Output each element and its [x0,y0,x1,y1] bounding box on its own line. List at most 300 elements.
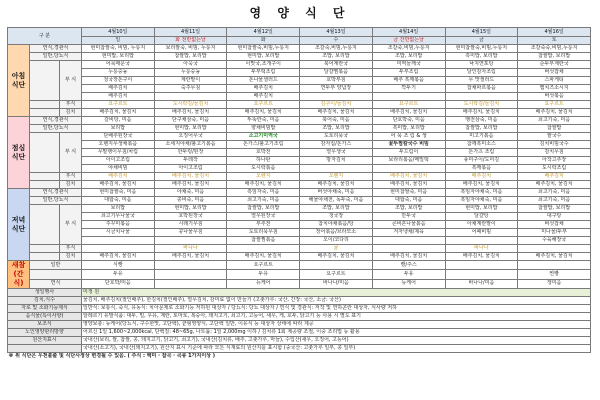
side-dish: 누룽숭늉 [154,69,227,77]
side-dish: 북어계란국 [300,61,373,69]
kimchi-cell: 배추김치, 물김치 [82,109,155,117]
menu-cell: 흑임자야채죽, 미음 [445,189,518,197]
menu-cell: 향채비빔밥 [227,125,300,133]
kimchi-cell: 배추김치, 물김치 [227,109,300,117]
side-dish: 콩나물무침 [154,229,227,237]
menu-cell: 단구채삼죽, 미음 [154,117,227,125]
side-dish: 오이/코다리 [300,237,373,245]
menu-cell: 야채죽, 미음 [154,189,227,197]
footer-row [8,321,591,329]
menu-cell: 콩비죽, 미음 [154,197,227,205]
menu-cell: 현미밥, 보리밥 [154,125,227,133]
dessert-cell: 요구르트 [518,101,591,109]
side-dish: 도토리묵무침 [227,229,300,237]
meal-row [8,189,591,197]
side-dish: 조밥, 보리밥 [372,205,445,213]
footer-label: 원산지표시 [8,337,82,345]
dessert-cell [227,245,300,253]
snack-label: 새참 (간식) [8,261,30,289]
header-row-weekdays [8,37,591,45]
weekday-header: 금 잔반없는날 [372,37,445,45]
menu-cell: 쇠고기죽, 미음 [518,197,591,205]
row-spacer [30,205,60,245]
menu-cell: 현미찹쌀죽, 미음 [372,189,445,197]
kimchi-cell: 배추김치, 물김치 [82,253,155,261]
kimchi-label: 김치 [60,109,82,117]
side-dish: 콘비흔나물볶음 [372,221,445,229]
side-dish: 현미밥, 보리밥 [154,205,227,213]
dessert-cell: 오렌지 [300,173,373,181]
side-dish: 시래기무침 [154,221,227,229]
menu-cell: 쇠고기죽, 미음 [227,197,300,205]
footer-label: 생일행사 [8,289,82,297]
snack-cell [518,261,591,270]
footer-label: 음식물(특이사항) [8,313,82,321]
snack-cell [154,279,227,288]
side-dish: 미역들깨국 [372,61,445,69]
menu-cell: 찹쌀밥 [518,125,591,133]
side-dish: 달걀탕 [445,213,518,221]
snack-cell: 바나나/미음 [300,279,373,288]
meal-row [8,197,591,205]
row-spacer [30,245,60,253]
kimchi-cell: 배추김치, 물김치 [445,109,518,117]
side-dish: 두레작 [154,157,227,165]
snack-cell: 바나나/미음 [445,279,518,288]
menu-cell: 쇠고기죽, 미음 [518,189,591,197]
side-row [8,157,591,165]
dessert-label: 후식 [60,245,82,253]
side-dish: 오렌지무생채볶음 [82,141,155,149]
menu-cell: 현미밥, 보리밥 [82,53,155,61]
footer-text: 영양보충: 뉴케어(당뇨식, 구수한맛, 고단백), 균형영양식, 고단백 일반, 이유식 등 대상자 상태에 따라 제공 [82,321,591,329]
footer-text: 미정 원 [82,289,591,297]
dessert-cell: 오렌지 [227,173,300,181]
day-header: 4월11일 [154,28,227,37]
weekday-header: 토 [518,37,591,45]
footer-label [8,345,82,353]
side-dish [154,237,227,245]
row-spacer [30,173,60,181]
side-label: 부 식 [60,61,82,101]
meal-row [8,45,591,53]
menu-cell: 북어죽, 미음 [300,117,373,125]
row-label: 연식 [30,279,82,288]
side-dish: 배추김치 [227,85,300,93]
menu-cell: 흑임자죽, 미음 [227,189,300,197]
kimchi-cell: 배추김치, 물김치 [300,253,373,261]
side-dish: 누룽숭늉 [82,69,155,77]
side-dish: 아욱국 [154,61,227,69]
side-dish: 청국장 [300,213,373,221]
side-dish: 한두렁/된장 [154,149,227,157]
menu-cell: 대합죽, 미음 [372,197,445,205]
kimchi-label: 김치 [60,181,82,189]
side-dish: 아이고조림 [154,165,227,173]
side-dish: 겨자냉채/제육 [372,229,445,237]
kimchi-cell: 배추김치, 물김치 [154,253,227,261]
kimchi-cell: 배추김치, 물김치 [518,109,591,117]
side-row [8,141,591,149]
side-dish: 버섯잡채 [518,221,591,229]
row-label: 일반,당뇨식 [30,197,82,205]
side-dish: 현미밥, 보리밥 [445,205,518,213]
side-dish [445,93,518,101]
side-dish: 이맛국,조개구이 [227,61,300,69]
day-header: 4월15일 [445,28,518,37]
row-label [30,270,82,279]
side-dish: 호박전 [227,149,300,157]
menu-cell: 찹쌀밥, 보리밥 [518,53,591,61]
dessert-cell: 배추김치 [445,173,518,181]
meal-row [8,53,591,61]
dessert-cell: 바나나 [154,245,227,253]
snack-cell: 두유 [82,270,155,279]
side-dish: 달인감자조림 [445,69,518,77]
dessert-cell: 도시락김/들김치 [154,101,227,109]
side-dish [372,165,445,173]
side-dish: 순두부계란국 [518,61,591,69]
side-dish: 아작고추장 [518,157,591,165]
footer-row [8,305,591,313]
dessert-cell: 배추김치, 물김치 [154,173,227,181]
footer-row [8,337,591,345]
dessert-cell: 배추김치 [518,173,591,181]
dessert-cell: 바나나 [445,245,518,253]
weekday-header: 금 [445,37,518,45]
kimchi-cell: 배추김치, 물김치 [445,181,518,189]
footnote: ※ 위 식단은 우천불출 및 식단사정상 변경될 수 있음. ( 주식 : 백미 · 잡곡 · 곡류 1가지이상 ) [8,353,591,361]
kimchi-cell: 배추김치, 물김치 [300,109,373,117]
side-dish: 부추전 [227,221,300,229]
side-dish: 만두국 [372,213,445,221]
snack-cell: 두유 [227,270,300,279]
meal-row [8,117,591,125]
footer-row [8,297,591,305]
side-dish: 어패비빔 [445,229,518,237]
side-dish: 두부조림 [372,69,445,77]
row-spacer [30,253,60,261]
side-row [8,205,591,213]
side-dish: 돈나물샐러드 [227,77,300,85]
side-dish: 찹쌀찜볶음 [227,237,300,245]
side-dish: 감자칩/돈가스 [300,141,373,149]
menu-cell: 조밥, 보리밥 [300,125,373,133]
weekday-header: 일 [82,37,155,45]
side-dish: 쇠고기무나물국 [82,213,155,221]
side-dish: 대구탕 [518,213,591,221]
row-label: 연식,경관식 [30,45,82,53]
footer-row [8,313,591,321]
side-dish: 방자김치 [300,157,373,165]
kimchi-cell: 배추김치, 물김치 [518,181,591,189]
side-dish: 어묵매운국 [82,61,155,69]
side-dish: 호박된장국 [154,213,227,221]
menu-cell: 뚜뚝란죽, 미음 [227,117,300,125]
side-dish: 하나판 [227,157,300,165]
side-dish: 아이고조림 [82,157,155,165]
side-dish: 어 묵 조 림 & 생 [372,133,445,141]
menu-cell: 흑미밥, 보리밥 [372,125,445,133]
row-spacer [30,61,60,101]
footer-label: 보조식 [8,321,82,329]
side-dish: 소고기미역국 [227,133,300,141]
row-label: 일반,당뇨식 [30,53,82,61]
side-dish: 흑깨볶음 [445,165,518,173]
menu-cell: 조밥, 보리밥 [300,53,373,61]
side-dish: 꽃뚜찜칼국수 비빔 [372,141,445,149]
row-label: 연식,경관식 [30,117,82,125]
side-dish: 깍두기 [372,85,445,93]
menu-cell: 현미찹쌀죽, 비빔, 누룽지 [82,45,155,53]
row-spacer [30,101,60,109]
snack-row [8,270,591,279]
side-row [8,165,591,173]
snack-cell: 뉴케어 [227,279,300,288]
menu-cell: 갈비탕, 미음 [82,117,155,125]
menu-table [7,27,591,360]
menu-cell: 흑미밥, 보리밥 [445,53,518,61]
row-label: 일반 [30,261,82,270]
side-row [8,133,591,141]
side-dish [82,237,155,245]
kimchi-cell: 배추김치, 물김치 [372,253,445,261]
side-row [8,213,591,221]
dessert-cell: 요구르트 [82,101,155,109]
row-spacer [30,181,60,189]
side-dish: 배추김치 [227,93,300,101]
kimchi-cell: 배추김치, 물김치 [82,181,155,189]
menu-cell: 버섯야채죽, 미음 [300,189,373,197]
side-dish [445,237,518,245]
side-dish: 단배추된장국 [82,133,155,141]
day-header: 4월13일 [300,28,373,37]
footnote-row [8,353,591,361]
gubun-header: 구 분 [8,28,82,45]
dessert-label: 후식 [60,101,82,109]
side-dish: 배추 흑깨볶음 [372,77,445,85]
side-dish: 스파게티 [518,77,591,85]
dessert-row [8,245,591,253]
side-dish [300,93,373,101]
side-dish: 열무생국 [300,149,373,157]
row-spacer [30,109,60,117]
menu-cell: 조밥, 보리밥 [372,53,445,61]
header-row-dates [8,28,591,37]
side-row [8,229,591,237]
side-dish [372,237,445,245]
snack-cell [300,261,373,270]
kimchi-label: 김치 [60,253,82,261]
side-dish [300,165,373,173]
side-dish: 버섯잡채 [518,69,591,77]
side-row [8,61,591,69]
side-label: 부 식 [60,205,82,245]
footer-row [8,329,591,337]
row-label: 연식,경관식 [30,189,82,197]
side-dish [154,93,227,101]
side-dish: 감치무침 [518,149,591,157]
side-dish: 야채비빔 [82,165,155,173]
snack-cell [154,270,227,279]
snack-cell: 뉴케어 [372,279,445,288]
footer-text: 일반식: 보통식, 죽식, 유동식: 치아문제로 소화기능 저하된 대상자 / 당뇨식: 당뇨 대상자 / 연식 및 경관식: 저작 및 연하곤란 대상자, 식사량 저하 [82,305,591,313]
menu-cell: 찹쌀밥, 보리밥 [154,53,227,61]
snack-cell [154,261,227,270]
side-dish: 풍미구이/도미김 [445,157,518,165]
dessert-row [8,173,591,181]
kimchi-cell: 배추김치, 물김치 [154,109,227,117]
side-dish: 햄치즈소시지 [518,85,591,93]
snack-cell [445,270,518,279]
menu-cell: 대합죽, 미음 [82,197,155,205]
menu-cell: 단호박죽, 미음 [372,117,445,125]
side-dish: 보리밥 [82,205,155,213]
dessert-cell [82,245,155,253]
side-dish: 돈가스/불고기조림 [227,141,300,149]
menu-cell: 현미찹쌀죽,비빔,누룽지 [445,45,518,53]
footer-text: 어르신 1일 1,600~2,000kcal, 단백질: 48~65g, 나트륨: 1일 2,000mg 이하 / 김치류 1회 제공량 조절, 이중 조리법 등 활용 [82,329,591,337]
snack-cell: 단호박/미음 [82,279,155,288]
snack-cell: 요구르트 [227,261,300,270]
menu-cell: 현미찹쌀죽,비빔,누룽지 [227,45,300,53]
side-dish: 미나물/두부 [518,229,591,237]
side-dish: 참치야채볶음/탕 [300,221,373,229]
side-dish: 배추김치 [82,93,155,101]
day-header: 4월14일 [372,28,445,37]
row-label: 일반,당뇨식 [30,125,82,133]
menu-cell: 현미밥, 보리밥 [227,53,300,61]
meal-label: 저녁 식단 [8,189,30,261]
side-label: 부 식 [60,133,82,173]
dessert-cell: 요구르트 [372,101,445,109]
side-row [8,221,591,229]
footer-row [8,289,591,297]
side-dish: 숙주무침 [154,85,227,93]
side-dish: 버섯볶음 [518,93,591,101]
weekday-header: 화 [227,37,300,45]
side-row [8,69,591,77]
side-dish: 두드림이 [372,149,445,157]
snack-cell: 식빵 [82,261,155,270]
side-dish: 무말랭이무침/차림 [82,149,155,157]
side-dish: 잡채파르볶음 [445,85,518,93]
snack-cell: 찐빵 [518,270,591,279]
side-row [8,149,591,157]
dessert-cell: 김구이/들김치 [300,101,373,109]
menu-cell: 흑임자야채죽, 미음 [445,197,518,205]
side-row [8,93,591,101]
menu-cell: 조갈죽,비빔,누룽지 [372,45,445,53]
dessert-row [8,101,591,109]
meal-label: 점심 식단 [8,117,30,189]
meal-label: 아침 식단 [8,45,30,117]
side-row [8,85,591,93]
dessert-cell [518,245,591,253]
side-dish: 보라리볶음/메밀떡 [372,157,445,165]
side-dish: 오징어무국 [154,133,227,141]
side-dish: 낙지연포탕 [445,61,518,69]
menu-cell: 조갈죽죽,비빔,누룽지 [518,45,591,53]
footer-text: 국내산(소고기), 국내산(돼지고기), 원산지 표시 기준에 따라 모든 식재료의 원산지를 표시함 (중국산: 고춧가루 일부, 콩 일부) [82,345,591,353]
side-dish: 소세지야채/불고기볶음 [154,141,227,149]
side-dish: 달걀찜볶음 [300,69,373,77]
snack-row [8,279,591,288]
menu-cell: 쇠고기죽, 미음 [518,117,591,125]
kimchi-cell: 배추김치, 물김치 [372,109,445,117]
kimchi-cell: 배추김치, 물김치 [445,253,518,261]
side-dish: 주꾸미볶음 [82,221,155,229]
side-dish: 수육해장국 [518,237,591,245]
dessert-cell: 배추김치 [82,173,155,181]
snack-cell [445,261,518,270]
kimchi-row [8,181,591,189]
dessert-cell [372,245,445,253]
side-dish: 시금치나물 [82,229,155,237]
side-dish: 장어볶음/브라모소 [300,229,373,237]
day-header: 4월10일 [82,28,155,37]
side-row [8,77,591,85]
side-dish: 배추김치 [82,85,155,93]
menu-cell: 보리밥 [82,125,155,133]
menu-cell: 해물야채전, 녹두죽, 미음 [300,197,373,205]
dessert-cell: 귤 [300,245,373,253]
day-header: 4월16일 [518,28,591,37]
side-dish: 청국장돈구이 [82,77,155,85]
page-title: 영 양 식 단 [249,6,351,20]
side-dish: 도시락조림 [518,165,591,173]
snack-cell: 갱미음 [518,279,591,288]
footer-row [8,345,591,353]
kimchi-cell: 배추김치, 물김치 [154,181,227,189]
side-dish [372,93,445,101]
side-dish: 무 맛샐러드 [445,77,518,85]
side-dish: 계란말이 [154,77,227,85]
footer-text: 알레르기 유발식품: 대두, 밀, 우유, 계란, 토마토, 복숭아, 돼지고기, 쇠고기, 고등어, 새우, 게, 호두, 닭고기 등 사용 시 별도 표기 [82,313,591,321]
menu-cell: 현미찹쌀죽, 미음 [82,189,155,197]
side-dish: 연두부 양념장 [300,85,373,93]
kimchi-cell: 배추김치, 물김치 [300,181,373,189]
menu-cell: 땡전삼죽, 미음 [445,117,518,125]
side-dish: 도시락볶음 [227,165,300,173]
side-dish: 참깨흑미소스 [445,141,518,149]
dessert-cell: 도시락김/들김치 [445,101,518,109]
side-dish: 돈가츠 조림 [445,149,518,157]
dessert-cell: 요구르트 [227,101,300,109]
menu-cell: 조갈죽,비빔,누룽지 [300,45,373,53]
footer-label: 자로 및 소화기능제식 [8,305,82,313]
dessert-cell: 배추김치, 물김치 [372,173,445,181]
dessert-label: 후식 [60,173,82,181]
weekday-header: 수 [300,37,373,45]
footer-text: 국내산(보리, 쌀, 찹쌀, 콩, 돼지고기, 닭고기, 쇠고기), 국내산(김치류, 배추, 고춧가루, 마늘), 수입산(새우, 오징어, 고등어) [82,337,591,345]
footer-label: 노인영양관리방향 [8,329,82,337]
footer-text: 물김치, 배추김치(절인배추), 한김치(절인배추), 열무김치, 감미료 없이 만들기 (고춧가루: 국산, 간장: 국산, 소금: 국산) [82,297,591,305]
kimchi-cell: 배추김치, 물김치 [227,253,300,261]
kimchi-cell: 배추김치, 물김치 [227,181,300,189]
side-dish: 찹쌀밥, 보리밥 [518,205,591,213]
side-dish: 호박부침 [300,77,373,85]
side-dish: 미고기볶음 [445,133,518,141]
kimchi-row [8,253,591,261]
footer-label: 김치,식수 [8,297,82,305]
snack-cell: 요구르트 [300,270,373,279]
side-dish: 조밥, 보리밥 [300,205,373,213]
side-dish: 두부떡조림 [227,69,300,77]
side-row [8,237,591,245]
kimchi-cell: 배추김치, 물김치 [518,253,591,261]
snack-row [8,261,591,270]
